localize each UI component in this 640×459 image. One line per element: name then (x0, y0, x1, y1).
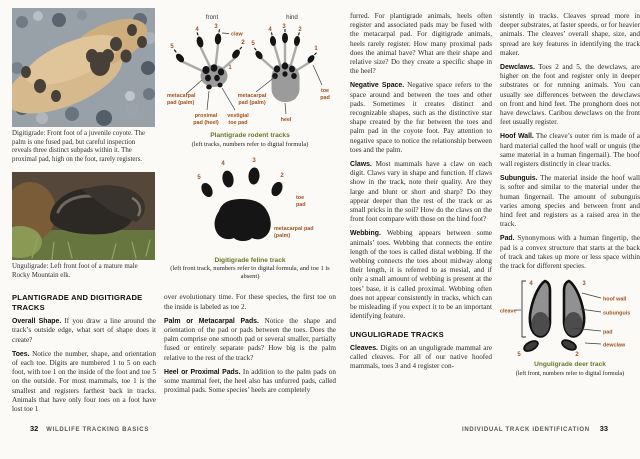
hind-toe3-number: 3 (282, 24, 286, 30)
page33-column-1 (350, 12, 492, 372)
deer-caption-title: Unguligrade deer track (534, 361, 606, 369)
paragraph-text: The material inside the hoof wall is softer and similar to the material under the human fingernail. The amount of subunguis varies among species and between front and hind feet and registers as a raised area in the track. (500, 174, 640, 229)
paragraph-lead: Webbing. (350, 230, 381, 238)
coyote-paw-illustration (12, 8, 155, 127)
paragraph-text: The cleave’s outer rim is made of a hard material called the hoof wall or unguis (the same material in a human fingernail). The hoof wall registers distinctly in clear tracks. (500, 132, 640, 169)
paragraph-text: In addition to the palm pads on some mammal feet, the heel also has unfurred pads, called proximal pads. Some species’ heels are completely (164, 367, 336, 395)
elk-hoof-illustration (12, 172, 155, 260)
paragraph-text: Most mammals have a claw on each digit. Claws vary in shape and function. If claws show in the track, note their quality. Are they large and blunt or short and sharp? Do they appear deeper than the rest of the track or as small pricks in the soil? How do the claws on the front foot compare with those on the hind foot? (350, 160, 492, 224)
svg-text:pad (palm): pad (palm) (167, 100, 195, 106)
left-pad-area (532, 312, 550, 336)
dewclaw-label: dewclaw (603, 342, 626, 349)
paragraph-lead: Pad. (500, 235, 515, 243)
paragraph-text: Notice the number, shape, and orientation of each toe. Digits are numbered 1 to 5 on each foot, with toe 1 on the inside of the foot and toe 5 on the outside. For most mammals, toe 1 is the smallest and registers farthest back in tracks. Animals that have only four toes on a foot have lost toe 1 (12, 349, 156, 414)
paragraph-text: Digits on an unguligrade mammal are called cleaves. For all of our native hoofed mammals, toes 3 and 4 register con- (350, 344, 492, 371)
paragraph-lead: Dewclaws. (500, 64, 535, 72)
body-paragraph (12, 350, 156, 414)
coyote-paw-photo (12, 8, 155, 127)
section-heading-plantigrade: PLANTIGRADE AND DIGITIGRADE TRACKS (12, 293, 143, 312)
feline-toe4-number: 4 (221, 160, 225, 167)
feline-toe3-number: 3 (252, 157, 256, 164)
body-paragraph (164, 368, 336, 396)
body-paragraph: over evolutionary time. For these species, the first toe on the inside is labeled as toe 2. (164, 293, 336, 311)
hind-toe5-number: 5 (251, 41, 255, 47)
paragraph-lead: Cleaves. (350, 345, 378, 352)
paragraph-text: Negative space refers to the space around and between the toes and other pads. Sometimes it creates distinct and recognizable shapes, such as the distinctive star shape created by the fur between the toes and palm pad in the coyote foot. Pay attention to negative space to notice the relationship between toes and the palm. (350, 81, 492, 154)
rodent-diagram-caption (164, 132, 336, 149)
hind-toe2-number: 2 (298, 27, 302, 33)
feline-caption-title: Digitigrade feline track (214, 256, 286, 264)
paragraph-lead: Overall Shape. (12, 318, 62, 326)
feline-toe2-number: 2 (280, 172, 284, 179)
svg-text:(palm): (palm) (274, 232, 291, 239)
hind-toe-pad-label: toe (320, 88, 330, 94)
proximal-pad-label: proximal (194, 113, 218, 119)
page32-column2-text (164, 293, 336, 395)
hind-metacarpal-label: metacarpal (237, 93, 267, 99)
body-paragraph (350, 344, 492, 372)
cleave-bracket (522, 281, 526, 337)
rodent-caption-sub: (left tracks, numbers refer to digital formula) (191, 140, 309, 148)
deer-toe2-number: 2 (575, 352, 579, 359)
front-toe3-number: 3 (214, 24, 218, 30)
right-pad-area (565, 312, 583, 336)
page32-column-2 (164, 8, 336, 396)
paragraph-lead: Negative Space. (350, 82, 405, 90)
vestigial-toe-pad-label: vestigial (227, 113, 249, 119)
feline-toes (199, 167, 285, 199)
feline-metacarpal-label: metacarpal pad (274, 225, 314, 232)
footer-label-right: INDIVIDUAL TRACK IDENTIFICATION (461, 427, 590, 433)
heel-label: heel (280, 117, 292, 123)
svg-text:toe pad: toe pad (228, 120, 248, 126)
body-paragraph (500, 132, 640, 169)
paragraph-text: Synonymous with a human fingertip, the pad is a convex structure that starts at the back of track and takes up more or less space within the track for different species. (500, 234, 640, 271)
coyote-photo-caption: Digitigrade: Front foot of a juvenile coyote. The palm is one fused pad, but careful inspection reveals three distinct subpads within it. The proximal pad, high on the foot, rarely registers. (12, 130, 146, 164)
front-metacarpal-label: metacarpal (167, 93, 196, 99)
paragraph-text: Toes 2 and 5, the dewclaws, are higher on the foot and register only in deeper substrates or for running animals. You can usually see differences between the dewclaws on front and hind feet. The pronghorn does not have dewclaws. Caribou dewclaws on the front feet usually register. (500, 63, 640, 127)
deer-diagram-caption (496, 361, 640, 378)
paragraph-lead: Hoof Wall. (500, 133, 534, 141)
elk-hoof-photo (12, 172, 155, 260)
page32-column-1 (12, 8, 156, 414)
paragraph-lead: Toes. (12, 350, 30, 358)
paragraph-text: Webbing appears between some animals’ toes. Webbing that connects the entire length of the toes is called distal webbing. If the webbing connects the toes about midway along their length, it is referred to as mesial, and if only a small amount of webbing is present at the toes’ base, it is called proximal. Webbing often does not appear consistently in tracks, which can be misleading if you expect it to be an important identifying feature. (350, 229, 492, 321)
body-paragraph (500, 234, 640, 271)
body-paragraph (500, 63, 640, 127)
svg-text:pad: pad (296, 201, 306, 208)
deer-toe3-number: 3 (582, 281, 586, 288)
feline-toe5-number: 5 (197, 174, 201, 181)
feline-toe-pad-label: toe (296, 194, 305, 201)
claw-label: claw (231, 31, 243, 38)
section-heading-unguligrade: UNGULIGRADE TRACKS (350, 329, 444, 339)
front-toes (174, 33, 241, 64)
paragraph-lead: Heel or Proximal Pads. (164, 368, 241, 376)
deer-dewclaws (523, 338, 578, 353)
feline-caption-sub: (left front track, numbers refer to digital formula, and toe 1 is absent) (170, 265, 330, 281)
page-number-33: 33 (599, 424, 608, 433)
svg-text:pad: pad (320, 95, 330, 101)
paragraph-lead: Subunguis. (500, 175, 538, 183)
hoof-wall-label: hoof wall (603, 296, 627, 303)
front-toe1-number: 1 (228, 65, 232, 71)
svg-text:pad (palm): pad (palm) (238, 100, 266, 106)
front-toe2-number: 2 (241, 40, 245, 46)
feline-track-diagram (170, 151, 330, 255)
footer-label-left: WILDLIFE TRACKING BASICS (46, 427, 150, 433)
front-toe5-number: 5 (170, 44, 174, 50)
body-paragraph (500, 174, 640, 229)
paragraph-text: If you draw a line around the track’s outside edge, what sort of shape does it create? (12, 317, 157, 344)
subunguis-label: subunguis (603, 310, 631, 317)
hind-track-title: hind (286, 14, 298, 21)
paragraph-lead: Claws. (350, 161, 372, 169)
paragraph-lead: Palm or Metacarpal Pads. (164, 317, 259, 325)
body-paragraph: sistently in tracks. Cleaves spread more in deeper substrates, at faster speeds, or for heavier animals. The cleaves’ overall shape, size, and spread are key features in identifying the track maker. (500, 12, 640, 57)
deer-toe4-number: 4 (529, 281, 533, 288)
rodent-tracks-diagram (164, 8, 336, 130)
deer-toe5-number: 5 (517, 352, 521, 359)
body-paragraph (12, 317, 156, 345)
rodent-caption-title: Plantigrade rodent tracks (210, 132, 290, 139)
paragraph-text: Notice the shape and orientation of the pad or pads between the toes. Does the palm comprise one smooth pad or several smaller, partially fused or entirely separate pads? How big is the palm relative to the rest of the track? (164, 316, 336, 362)
feline-diagram-caption (164, 257, 336, 282)
page33-footer (462, 424, 608, 433)
front-toe4-number: 4 (195, 27, 199, 33)
body-paragraph (164, 317, 336, 363)
cleave-label: cleave (500, 308, 517, 315)
hind-toe4-number: 4 (268, 27, 272, 33)
body-paragraph: furred. For plantigrade animals, heels often register and associated pads may be fused with the metacarpal pad. For digitigrade animals, heels rarely register. How many proximal pads does the animal have? What are their shape and relative size? Do they create a specific shape in the heel? (350, 12, 492, 76)
elk-photo-caption: Unguligrade: Left front foot of a mature male Rocky Mountain elk. (12, 262, 138, 279)
deer-track-diagram (500, 275, 640, 359)
body-paragraph (350, 160, 492, 224)
page33-column-2 (500, 12, 640, 378)
body-paragraph (350, 229, 492, 321)
svg-text:pad (heel): pad (heel) (193, 120, 219, 126)
deer-caption-sub: (left front, numbers refer to digital formula) (515, 369, 625, 377)
feline-palm-pad (215, 199, 271, 241)
front-track-title: front (205, 14, 219, 21)
page-number-32: 32 (30, 424, 39, 433)
hind-toe1-number: 1 (314, 46, 318, 52)
pad-label: pad (603, 329, 613, 336)
page32-footer (30, 424, 149, 433)
body-paragraph (350, 81, 492, 155)
